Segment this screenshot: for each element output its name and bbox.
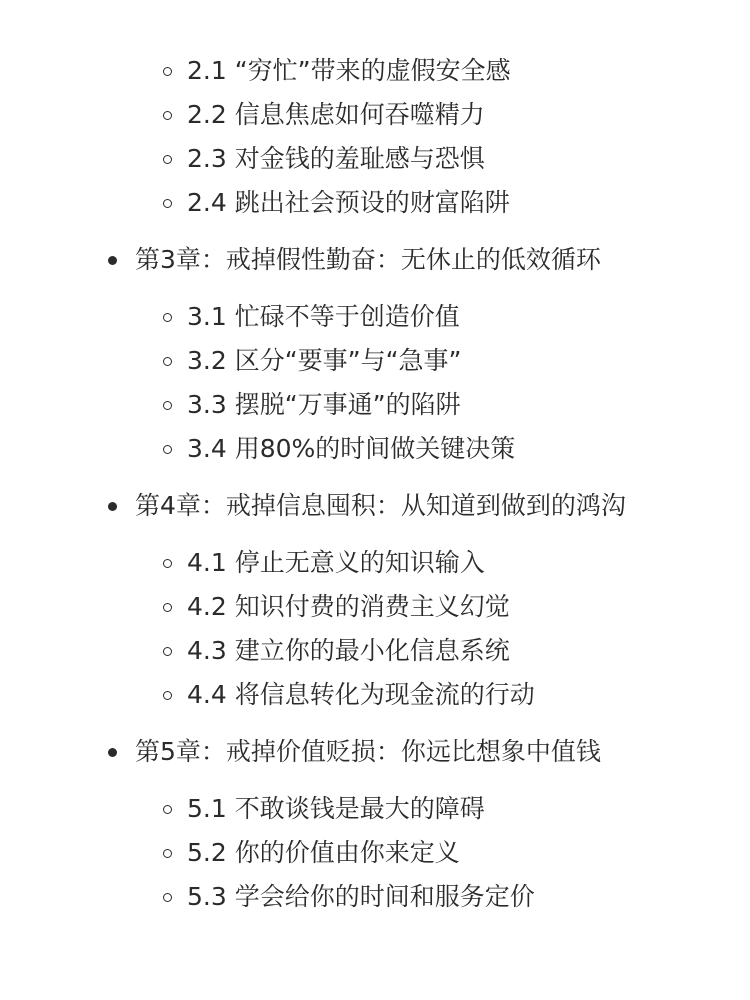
list-item	[163, 629, 510, 673]
circle-bullet-icon	[163, 849, 172, 858]
section-title: 4.2 知识付费的消费主义幻觉	[187, 592, 510, 621]
circle-bullet-icon	[163, 155, 172, 164]
section-title: 3.3 摆脱“万事通”的陷阱	[187, 390, 461, 419]
section-title: 3.4 用80%的时间做关键决策	[187, 434, 516, 463]
circle-bullet-icon	[163, 111, 172, 120]
list-item	[163, 383, 461, 427]
section-title: 2.4 跳出社会预设的财富陷阱	[187, 188, 510, 217]
section-title: 5.2 你的价值由你来定义	[187, 838, 460, 867]
list-item	[163, 673, 535, 717]
section-title: 5.3 学会给你的时间和服务定价	[187, 882, 535, 911]
section-title: 3.1 忙碌不等于创造价值	[187, 302, 460, 331]
list-item	[163, 339, 462, 383]
chapter-item	[108, 730, 601, 774]
circle-bullet-icon	[163, 401, 172, 410]
list-item	[163, 787, 485, 831]
section-title: 2.1 “穷忙”带来的虚假安全感	[187, 56, 511, 85]
circle-bullet-icon	[163, 805, 172, 814]
chapter-item	[108, 238, 601, 282]
chapter-title: 第4章：戒掉信息囤积：从知道到做到的鸿沟	[135, 491, 626, 520]
circle-bullet-icon	[163, 559, 172, 568]
list-item	[163, 541, 485, 585]
list-item	[163, 93, 485, 137]
list-item	[163, 427, 515, 471]
section-title: 4.4 将信息转化为现金流的行动	[187, 680, 535, 709]
circle-bullet-icon	[163, 199, 172, 208]
section-title: 2.3 对金钱的羞耻感与恐惧	[187, 144, 485, 173]
list-item	[163, 137, 485, 181]
list-item	[163, 295, 460, 339]
circle-bullet-icon	[163, 603, 172, 612]
circle-bullet-icon	[163, 691, 172, 700]
list-item	[163, 585, 510, 629]
circle-bullet-icon	[163, 313, 172, 322]
chapter-item	[108, 484, 626, 528]
chapter-title: 第3章：戒掉假性勤奋：无休止的低效循环	[135, 245, 601, 274]
section-title: 3.2 区分“要事”与“急事”	[187, 346, 462, 375]
list-item	[163, 181, 510, 225]
disc-bullet-icon	[108, 748, 117, 757]
circle-bullet-icon	[163, 893, 172, 902]
circle-bullet-icon	[163, 67, 172, 76]
circle-bullet-icon	[163, 445, 172, 454]
list-item	[163, 49, 511, 93]
section-title: 5.1 不敢谈钱是最大的障碍	[187, 794, 485, 823]
circle-bullet-icon	[163, 647, 172, 656]
disc-bullet-icon	[108, 502, 117, 511]
chapter-title: 第5章：戒掉价值贬损：你远比想象中值钱	[135, 737, 601, 766]
section-title: 4.3 建立你的最小化信息系统	[187, 636, 510, 665]
list-item	[163, 831, 460, 875]
list-item	[163, 875, 535, 919]
disc-bullet-icon	[108, 256, 117, 265]
section-title: 2.2 信息焦虑如何吞噬精力	[187, 100, 485, 129]
section-title: 4.1 停止无意义的知识输入	[187, 548, 485, 577]
circle-bullet-icon	[163, 357, 172, 366]
